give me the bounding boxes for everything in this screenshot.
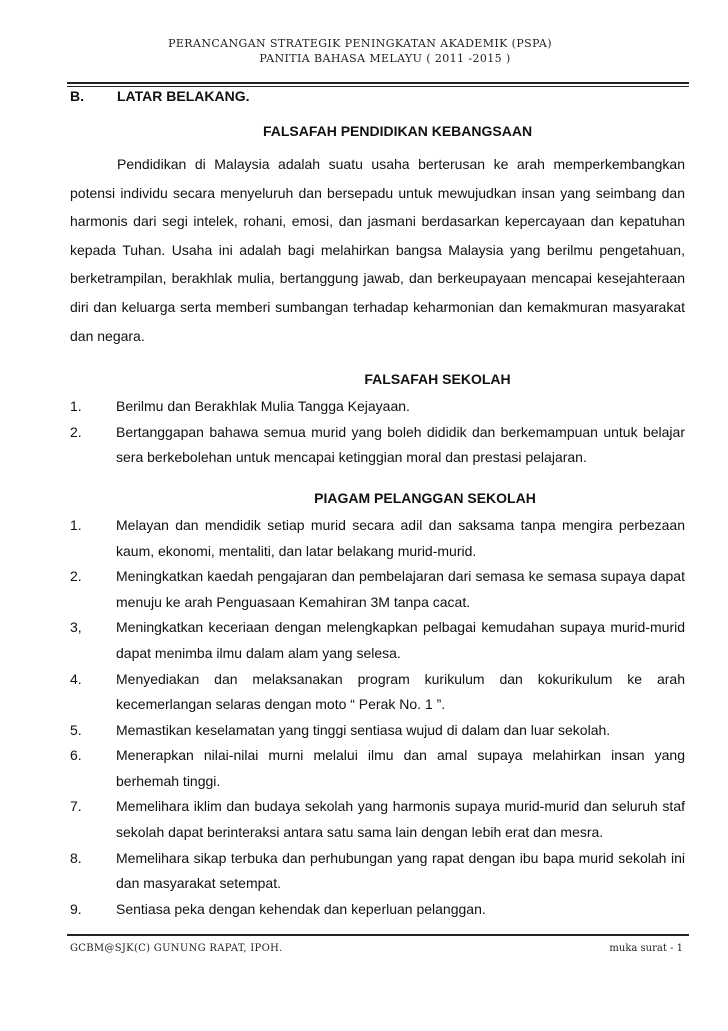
list-item-text: Melayan dan mendidik setiap murid secara adil dan saksama tanpa mengira perbezaan kaum, ekonomi, mentaliti, dan latar belakang murid-murid. [116,516,685,559]
header-line-2: PANITIA BAHASA MELAYU ( 2011 -2015 ) [259,52,511,65]
list-item-text: Meningkatkan keceriaan dengan melengkapkan pelbagai kemudahan supaya murid-murid dapat menimba ilmu dalam alam yang selesa. [116,619,685,661]
list-item-number: 4. [70,670,82,687]
footer-page-info [609,943,683,954]
list-item-number: 5. [70,721,82,738]
list-item-text: Memastikan keselamatan yang tinggi sentiasa wujud di dalam dan luar sekolah. [116,721,611,738]
section-number: B. [70,88,84,104]
list-item-text: Memelihara iklim dan budaya sekolah yang harmonis supaya murid-murid dan seluruh staf sekolah dapat berinteraksi antara satu sama lain dengan lebih erat dan mesra. [116,798,685,841]
list-item-number: 7. [70,798,82,815]
list-item-text: Berilmu dan Berakhlak Mulia Tangga Kejayaan. [116,398,410,415]
list-item-number: 6. [70,747,82,764]
section-title: LATAR BELAKANG. [117,88,250,104]
list-item-text: Meningkatkan kaedah pengajaran dan pembelajaran dari semasa ke semasa supaya dapat menuju ke arah Penguasaan Kemahiran 3M tanpa cacat. [116,568,685,610]
list-item-number: 3, [70,619,82,636]
list-item [70,564,685,615]
list-item [70,615,685,666]
list-item-number: 8. [70,849,82,866]
list-item-text: Sentiasa peka dengan kehendak dan keperluan pelanggan. [116,900,486,917]
list-item [70,420,685,471]
heading-falsafah-pendidikan: FALSAFAH PENDIDIKAN KEBANGSAAN [262,123,533,139]
list-item-text: Menerapkan nilai-nilai murni melalui ilmu dan amal supaya melahirkan insan yang berhemah tinggi. [116,747,685,789]
piagam-list [70,513,685,923]
footer-page-label: muka surat - [609,943,674,954]
list-item-number: 1. [70,398,82,415]
list-item [70,743,685,794]
page-header [60,36,700,66]
falsafah-sekolah-list [70,394,685,471]
falsafah-pendidikan-paragraph: Pendidikan di Malaysia adalah suatu usaha berterusan ke arah memperkembangkan potensi individu secara menyeluruh dan bersepadu untuk mewujudkan insan yang seimbang dan harmonis dari segi intelek, rohani, emosi, dan jasmani berdasarkan kepercayaan dan kepatuhan kepada Tuhan. Usaha ini adalah bagi melahirkan bangsa Malaysia yang berilmu pengetahuan, berketrampilan, berakhlak mulia, bertanggung jawab, dan berkeupayaan mencapai kesejahteraan diri dan keluarga serta memberi sumbangan terhadap keharmonian dan kemakmuran masyarakat dan negara. [70,156,685,344]
footer-school: GCBM@SJK(C) GUNUNG RAPAT, IPOH. [70,943,283,954]
list-item-text: Menyediakan dan melaksanakan program kurikulum dan kokurikulum ke arah kecemerlangan selaras dengan moto “ Perak No. 1 ”. [116,670,685,713]
heading-piagam-pelanggan: PIAGAM PELANGGAN SEKOLAH [314,489,536,506]
header-line-1: PERANCANGAN STRATEGIK PENINGKATAN AKADEMIK (PSPA) [168,37,552,50]
list-item-number: 2. [70,568,82,585]
list-item [70,513,685,564]
list-item-number: 1. [70,516,82,533]
list-item [70,394,685,420]
list-item [70,846,685,897]
footer-rule [67,934,689,936]
list-item-number: 9. [70,900,82,917]
list-item-number: 2. [70,423,82,440]
list-item-text: Bertanggapan bahawa semua murid yang boleh dididik dan berkemampuan untuk belajar sera berkebolehan untuk mencapai ketinggian moral dan prestasi pelajaran. [116,423,685,466]
list-item-text: Memelihara sikap terbuka dan perhubungan yang rapat dengan ibu bapa murid sekolah ini dan masyarakat setempat. [116,849,685,892]
header-rule [67,82,689,87]
list-item [70,718,685,744]
list-item [70,667,685,718]
page-number: 1 [676,943,683,954]
list-item [70,794,685,845]
document-body [70,118,685,922]
list-item [70,897,685,923]
heading-falsafah-sekolah: FALSAFAH SEKOLAH [364,371,511,388]
